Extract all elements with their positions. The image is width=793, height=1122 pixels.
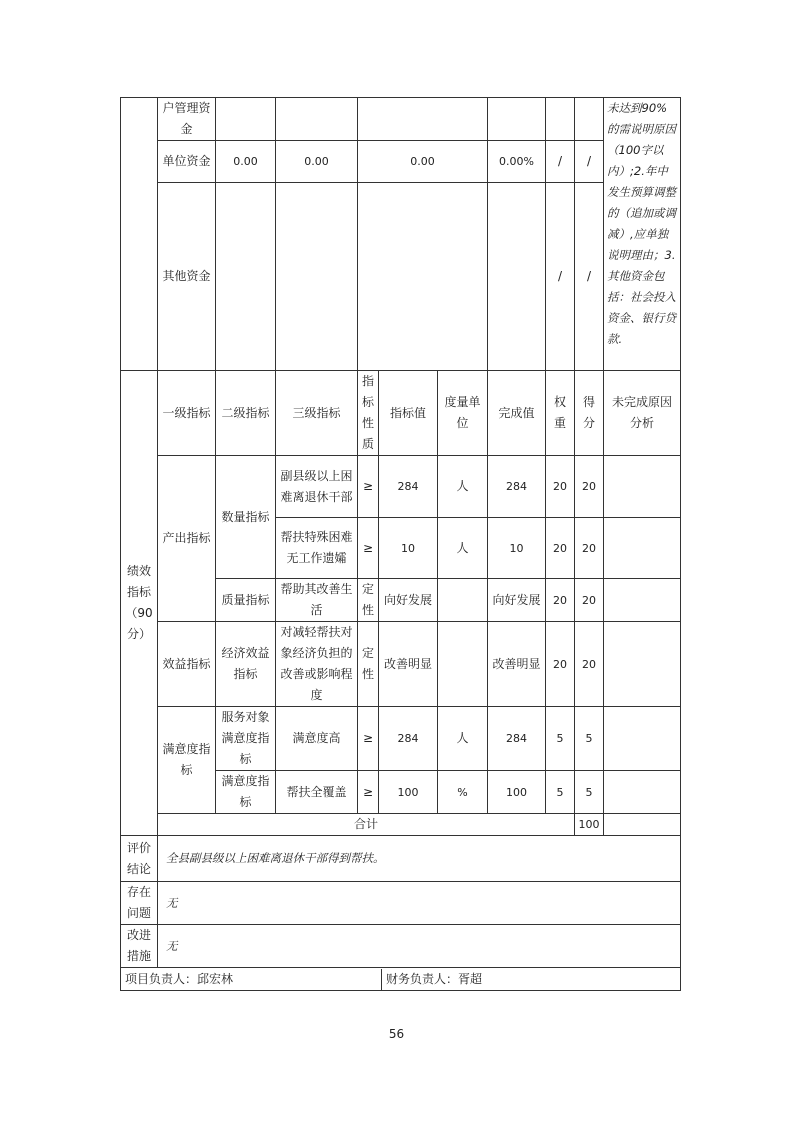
target: 10 — [379, 518, 438, 579]
unit: % — [438, 771, 488, 814]
weight: 5 — [546, 771, 575, 814]
weight: / — [546, 183, 575, 371]
total-weight: 100 — [575, 814, 604, 836]
value: 0.00 — [276, 141, 358, 183]
header: 指标值 — [379, 371, 438, 456]
weight: / — [546, 141, 575, 183]
done: 100 — [488, 771, 546, 814]
unit: 人 — [438, 707, 488, 771]
performance-table — [120, 97, 681, 991]
level1: 产出指标 — [158, 456, 216, 622]
eval-text: 全县副县级以上困难离退休干部得到帮扶。 — [158, 836, 681, 882]
score: 5 — [575, 707, 604, 771]
value: 0.00 — [216, 141, 276, 183]
target: 向好发展 — [379, 579, 438, 622]
level2: 满意度指标 — [216, 771, 276, 814]
level1: 满意度指标 — [158, 707, 216, 814]
header: 二级指标 — [216, 371, 276, 456]
rate: 0.00% — [488, 141, 546, 183]
header: 得分 — [575, 371, 604, 456]
score: 5 — [575, 771, 604, 814]
nature: ≥ — [358, 518, 379, 579]
level1: 效益指标 — [158, 622, 216, 707]
eval-label: 评价结论 — [121, 836, 158, 882]
header: 一级指标 — [158, 371, 216, 456]
header: 完成值 — [488, 371, 546, 456]
score: 20 — [575, 622, 604, 707]
issues-label: 存在问题 — [121, 882, 158, 925]
target: 100 — [379, 771, 438, 814]
score: / — [575, 141, 604, 183]
unit: 人 — [438, 456, 488, 518]
project-lead: 项目负责人：邱宏林 — [121, 969, 382, 990]
level2: 数量指标 — [216, 456, 276, 579]
blank-cell — [121, 98, 158, 371]
weight: 20 — [546, 456, 575, 518]
done: 改善明显 — [488, 622, 546, 707]
fund-note: 未达到90%的需说明原因（100字以内）;2.年中发生预算调整的（追加或调减）,应单独说明理由；3.其他资金包括：社会投入资金、银行贷款. — [604, 98, 681, 371]
level3: 帮助其改善生活 — [276, 579, 358, 622]
nature: 定性 — [358, 622, 379, 707]
unit: 人 — [438, 518, 488, 579]
level2: 经济效益指标 — [216, 622, 276, 707]
nature: ≥ — [358, 771, 379, 814]
finance-lead: 财务负责人：胥超 — [386, 971, 483, 986]
section-label: 绩效指标（90分） — [121, 371, 158, 836]
level3: 帮扶全覆盖 — [276, 771, 358, 814]
fund-label: 其他资金 — [158, 183, 216, 371]
header: 权重 — [546, 371, 575, 456]
target: 改善明显 — [379, 622, 438, 707]
score: 20 — [575, 518, 604, 579]
score: 20 — [575, 456, 604, 518]
unit — [438, 579, 488, 622]
level3: 对减轻帮扶对象经济负担的改善或影响程度 — [276, 622, 358, 707]
score: / — [575, 183, 604, 371]
done: 向好发展 — [488, 579, 546, 622]
issues-text: 无 — [158, 882, 681, 925]
unit — [438, 622, 488, 707]
table-row — [121, 622, 681, 707]
weight: 20 — [546, 622, 575, 707]
total-label: 合计 — [158, 814, 575, 836]
fund-label: 户管理资金 — [158, 98, 216, 141]
header: 三级指标 — [276, 371, 358, 456]
level2: 质量指标 — [216, 579, 276, 622]
table-row — [121, 707, 681, 771]
target: 284 — [379, 456, 438, 518]
header: 度量单位 — [438, 371, 488, 456]
nature: 定性 — [358, 579, 379, 622]
done: 284 — [488, 707, 546, 771]
nature: ≥ — [358, 456, 379, 518]
level3: 满意度高 — [276, 707, 358, 771]
nature: ≥ — [358, 707, 379, 771]
weight: 20 — [546, 518, 575, 579]
level2: 服务对象满意度指标 — [216, 707, 276, 771]
header: 指标性质 — [358, 371, 379, 456]
improve-label: 改进措施 — [121, 925, 158, 968]
value: 0.00 — [358, 141, 488, 183]
header: 未完成原因分析 — [604, 371, 681, 456]
level3: 帮扶特殊困难无工作遗孀 — [276, 518, 358, 579]
table-row — [121, 456, 681, 518]
fund-label: 单位资金 — [158, 141, 216, 183]
level3: 副县级以上困难离退休干部 — [276, 456, 358, 518]
weight: 5 — [546, 707, 575, 771]
improve-text: 无 — [158, 925, 681, 968]
done: 10 — [488, 518, 546, 579]
weight: 20 — [546, 579, 575, 622]
done: 284 — [488, 456, 546, 518]
score: 20 — [575, 579, 604, 622]
target: 284 — [379, 707, 438, 771]
page-number: 56 — [388, 1027, 405, 1041]
